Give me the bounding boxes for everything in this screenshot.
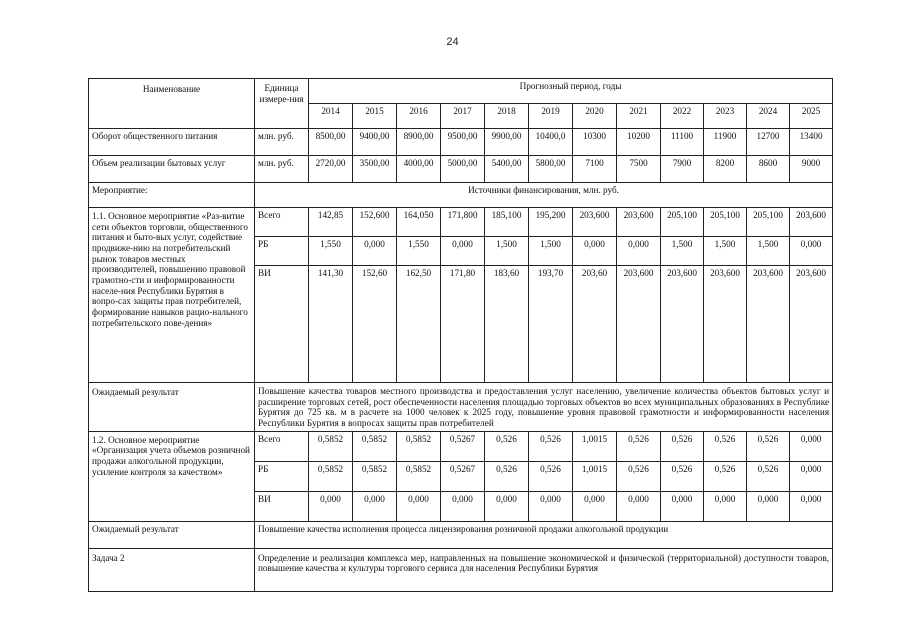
value-cell: 9900,00 [485,129,529,156]
value-cell: 0,000 [790,461,833,491]
section-label: Мероприятие: [89,183,255,208]
value-cell: 203,600 [747,266,790,383]
value-cell: 203,60 [573,266,617,383]
value-cell: 171,80 [441,266,485,383]
value-cell: 0,526 [617,431,661,461]
measure2-expected-text: Повышение качества исполнения процесса лицензирования розничной продажи алкогольной продукции [255,521,833,548]
value-cell: 9400,00 [353,129,397,156]
value-cell: 0,000 [441,237,485,266]
indicator-row [89,156,833,183]
measure1-expected-row [89,383,833,432]
year-cell: 2015 [353,104,397,129]
measure1-label-vi: ВИ [255,266,309,383]
value-cell: 0,000 [704,491,747,521]
value-cell: 9500,00 [441,129,485,156]
value-cell: 0,5852 [397,461,441,491]
value-cell: 1,550 [309,237,353,266]
measure2-label-rb: РБ [255,461,309,491]
value-cell: 0,5267 [441,461,485,491]
value-cell: 8500,00 [309,129,353,156]
value-cell: 7900 [661,156,704,183]
measure1-row-total [89,208,833,237]
header-name: Наименование [89,79,255,129]
value-cell: 5400,00 [485,156,529,183]
value-cell: 0,526 [661,461,704,491]
year-cell: 2018 [485,104,529,129]
task-label: Задача 2 [89,548,255,591]
value-cell: 1,0015 [573,461,617,491]
value-cell: 193,70 [529,266,573,383]
year-cell: 2021 [617,104,661,129]
measure2-expected-row [89,521,833,548]
measure2-name: 1.2. Основное мероприятие «Организация учета объемов розничной продажи алкогольной продукции, усиление контроля за качеством» [89,431,255,521]
value-cell: 0,000 [309,491,353,521]
year-cell: 2025 [790,104,833,129]
value-cell: 0,526 [485,431,529,461]
year-cell: 2017 [441,104,485,129]
value-cell: 1,500 [747,237,790,266]
value-cell: 205,100 [747,208,790,237]
value-cell: 0,000 [661,491,704,521]
value-cell: 7500 [617,156,661,183]
value-cell: 0,000 [617,237,661,266]
value-cell: 1,550 [397,237,441,266]
value-cell: 0,000 [573,491,617,521]
measure1-expected-text: Повышение качества товаров местного производства и предоставления услуг населению, увеличение количества объектов бытовых услуг и расширение торговых сетей, рост обеспеченности населения площадью торговых объектов во всех муниципальных образованиях в Республике Бурятия до 725 кв. м в расчете на 1000 человек к 2025 году, повышение уровня правовой грамотности и информированности населения Республики Бурятия в вопросах защиты прав потребителей [255,383,833,432]
value-cell: 171,800 [441,208,485,237]
value-cell: 0,526 [747,431,790,461]
measure1-expected-label: Ожидаемый результат [89,383,255,432]
value-cell: 141,30 [309,266,353,383]
year-cell: 2016 [397,104,441,129]
value-cell: 7100 [573,156,617,183]
value-cell: 8600 [747,156,790,183]
value-cell: 0,526 [704,461,747,491]
value-cell: 203,600 [790,266,833,383]
value-cell: 205,100 [661,208,704,237]
value-cell: 203,600 [790,208,833,237]
value-cell: 203,600 [573,208,617,237]
funding-sources-title: Источники финансирования, млн. руб. [255,183,833,208]
value-cell: 203,600 [617,208,661,237]
value-cell: 1,0015 [573,431,617,461]
value-cell: 0,000 [573,237,617,266]
indicator-unit: млн. руб. [255,156,309,183]
value-cell: 10400,0 [529,129,573,156]
value-cell: 0,5852 [309,461,353,491]
value-cell: 0,000 [747,491,790,521]
value-cell: 0,526 [704,431,747,461]
header-unit: Единица измере-ния [255,79,309,129]
value-cell: 13400 [790,129,833,156]
value-cell: 3500,00 [353,156,397,183]
value-cell: 9000 [790,156,833,183]
value-cell: 0,000 [617,491,661,521]
value-cell: 12700 [747,129,790,156]
year-cell: 2023 [704,104,747,129]
value-cell: 10300 [573,129,617,156]
value-cell: 5000,00 [441,156,485,183]
year-cell: 2024 [747,104,790,129]
value-cell: 1,500 [704,237,747,266]
value-cell: 1,500 [529,237,573,266]
value-cell: 0,5267 [441,431,485,461]
value-cell: 0,000 [485,491,529,521]
measure2-label-vi: ВИ [255,491,309,521]
year-cell: 2019 [529,104,573,129]
value-cell: 0,000 [441,491,485,521]
value-cell: 1,500 [661,237,704,266]
measure2-expected-label: Ожидаемый результат [89,521,255,548]
measure1-name: 1.1. Основное мероприятие «Раз-витие сети объектов торговли, общественного питания и быто-вых услуг, содействие продвиже-нию на потребительский рынок товаров местных производителей, повышению правовой грамотно-сти и информированности населе-ния Республики Бурятия в вопро-сах защиты прав потребителей, формирование навыков рацио-нального потребительского пове-дения» [89,208,255,383]
value-cell: 8900,00 [397,129,441,156]
value-cell: 0,526 [529,461,573,491]
year-cell: 2014 [309,104,353,129]
value-cell: 11900 [704,129,747,156]
value-cell: 0,000 [790,431,833,461]
value-cell: 0,000 [353,237,397,266]
value-cell: 2720,00 [309,156,353,183]
section-row [89,183,833,208]
value-cell: 195,200 [529,208,573,237]
value-cell: 8200 [704,156,747,183]
value-cell: 0,000 [790,237,833,266]
value-cell: 205,100 [704,208,747,237]
task-text: Определение и реализация комплекса мер, направленных на повышение экономической и физической (территориальной) доступности товаров, повышение качества и культуры торгового сервиса для населения Республики Бурятия [255,548,833,591]
value-cell: 203,600 [617,266,661,383]
year-cell: 2022 [661,104,704,129]
value-cell: 162,50 [397,266,441,383]
value-cell: 0,5852 [353,461,397,491]
measure2-row-total [89,431,833,461]
value-cell: 10200 [617,129,661,156]
value-cell: 0,526 [617,461,661,491]
header-period: Прогнозный период, годы [309,79,833,104]
value-cell: 0,5852 [309,431,353,461]
measure1-label-rb: РБ [255,237,309,266]
page-number: 24 [446,36,459,48]
value-cell: 0,5852 [353,431,397,461]
indicator-name: Оборот общественного питания [89,129,255,156]
value-cell: 203,600 [661,266,704,383]
measure2-label-total: Всего [255,431,309,461]
value-cell: 164,050 [397,208,441,237]
value-cell: 0,000 [397,491,441,521]
indicator-unit: млн. руб. [255,129,309,156]
value-cell: 142,85 [309,208,353,237]
measure1-label-total: Всего [255,208,309,237]
value-cell: 183,60 [485,266,529,383]
program-table [88,78,833,592]
value-cell: 185,100 [485,208,529,237]
indicator-row [89,129,833,156]
value-cell: 4000,00 [397,156,441,183]
value-cell: 1,500 [485,237,529,266]
task-row [89,548,833,591]
value-cell: 152,600 [353,208,397,237]
value-cell: 0,000 [790,491,833,521]
header-row-top [89,79,833,104]
value-cell: 0,000 [529,491,573,521]
value-cell: 203,600 [704,266,747,383]
value-cell: 0,000 [353,491,397,521]
value-cell: 0,526 [529,431,573,461]
value-cell: 0,526 [661,431,704,461]
indicator-name: Объем реализации бытовых услуг [89,156,255,183]
year-cell: 2020 [573,104,617,129]
value-cell: 5800,00 [529,156,573,183]
value-cell: 152,60 [353,266,397,383]
value-cell: 11100 [661,129,704,156]
value-cell: 0,526 [485,461,529,491]
value-cell: 0,5852 [397,431,441,461]
value-cell: 0,526 [747,461,790,491]
